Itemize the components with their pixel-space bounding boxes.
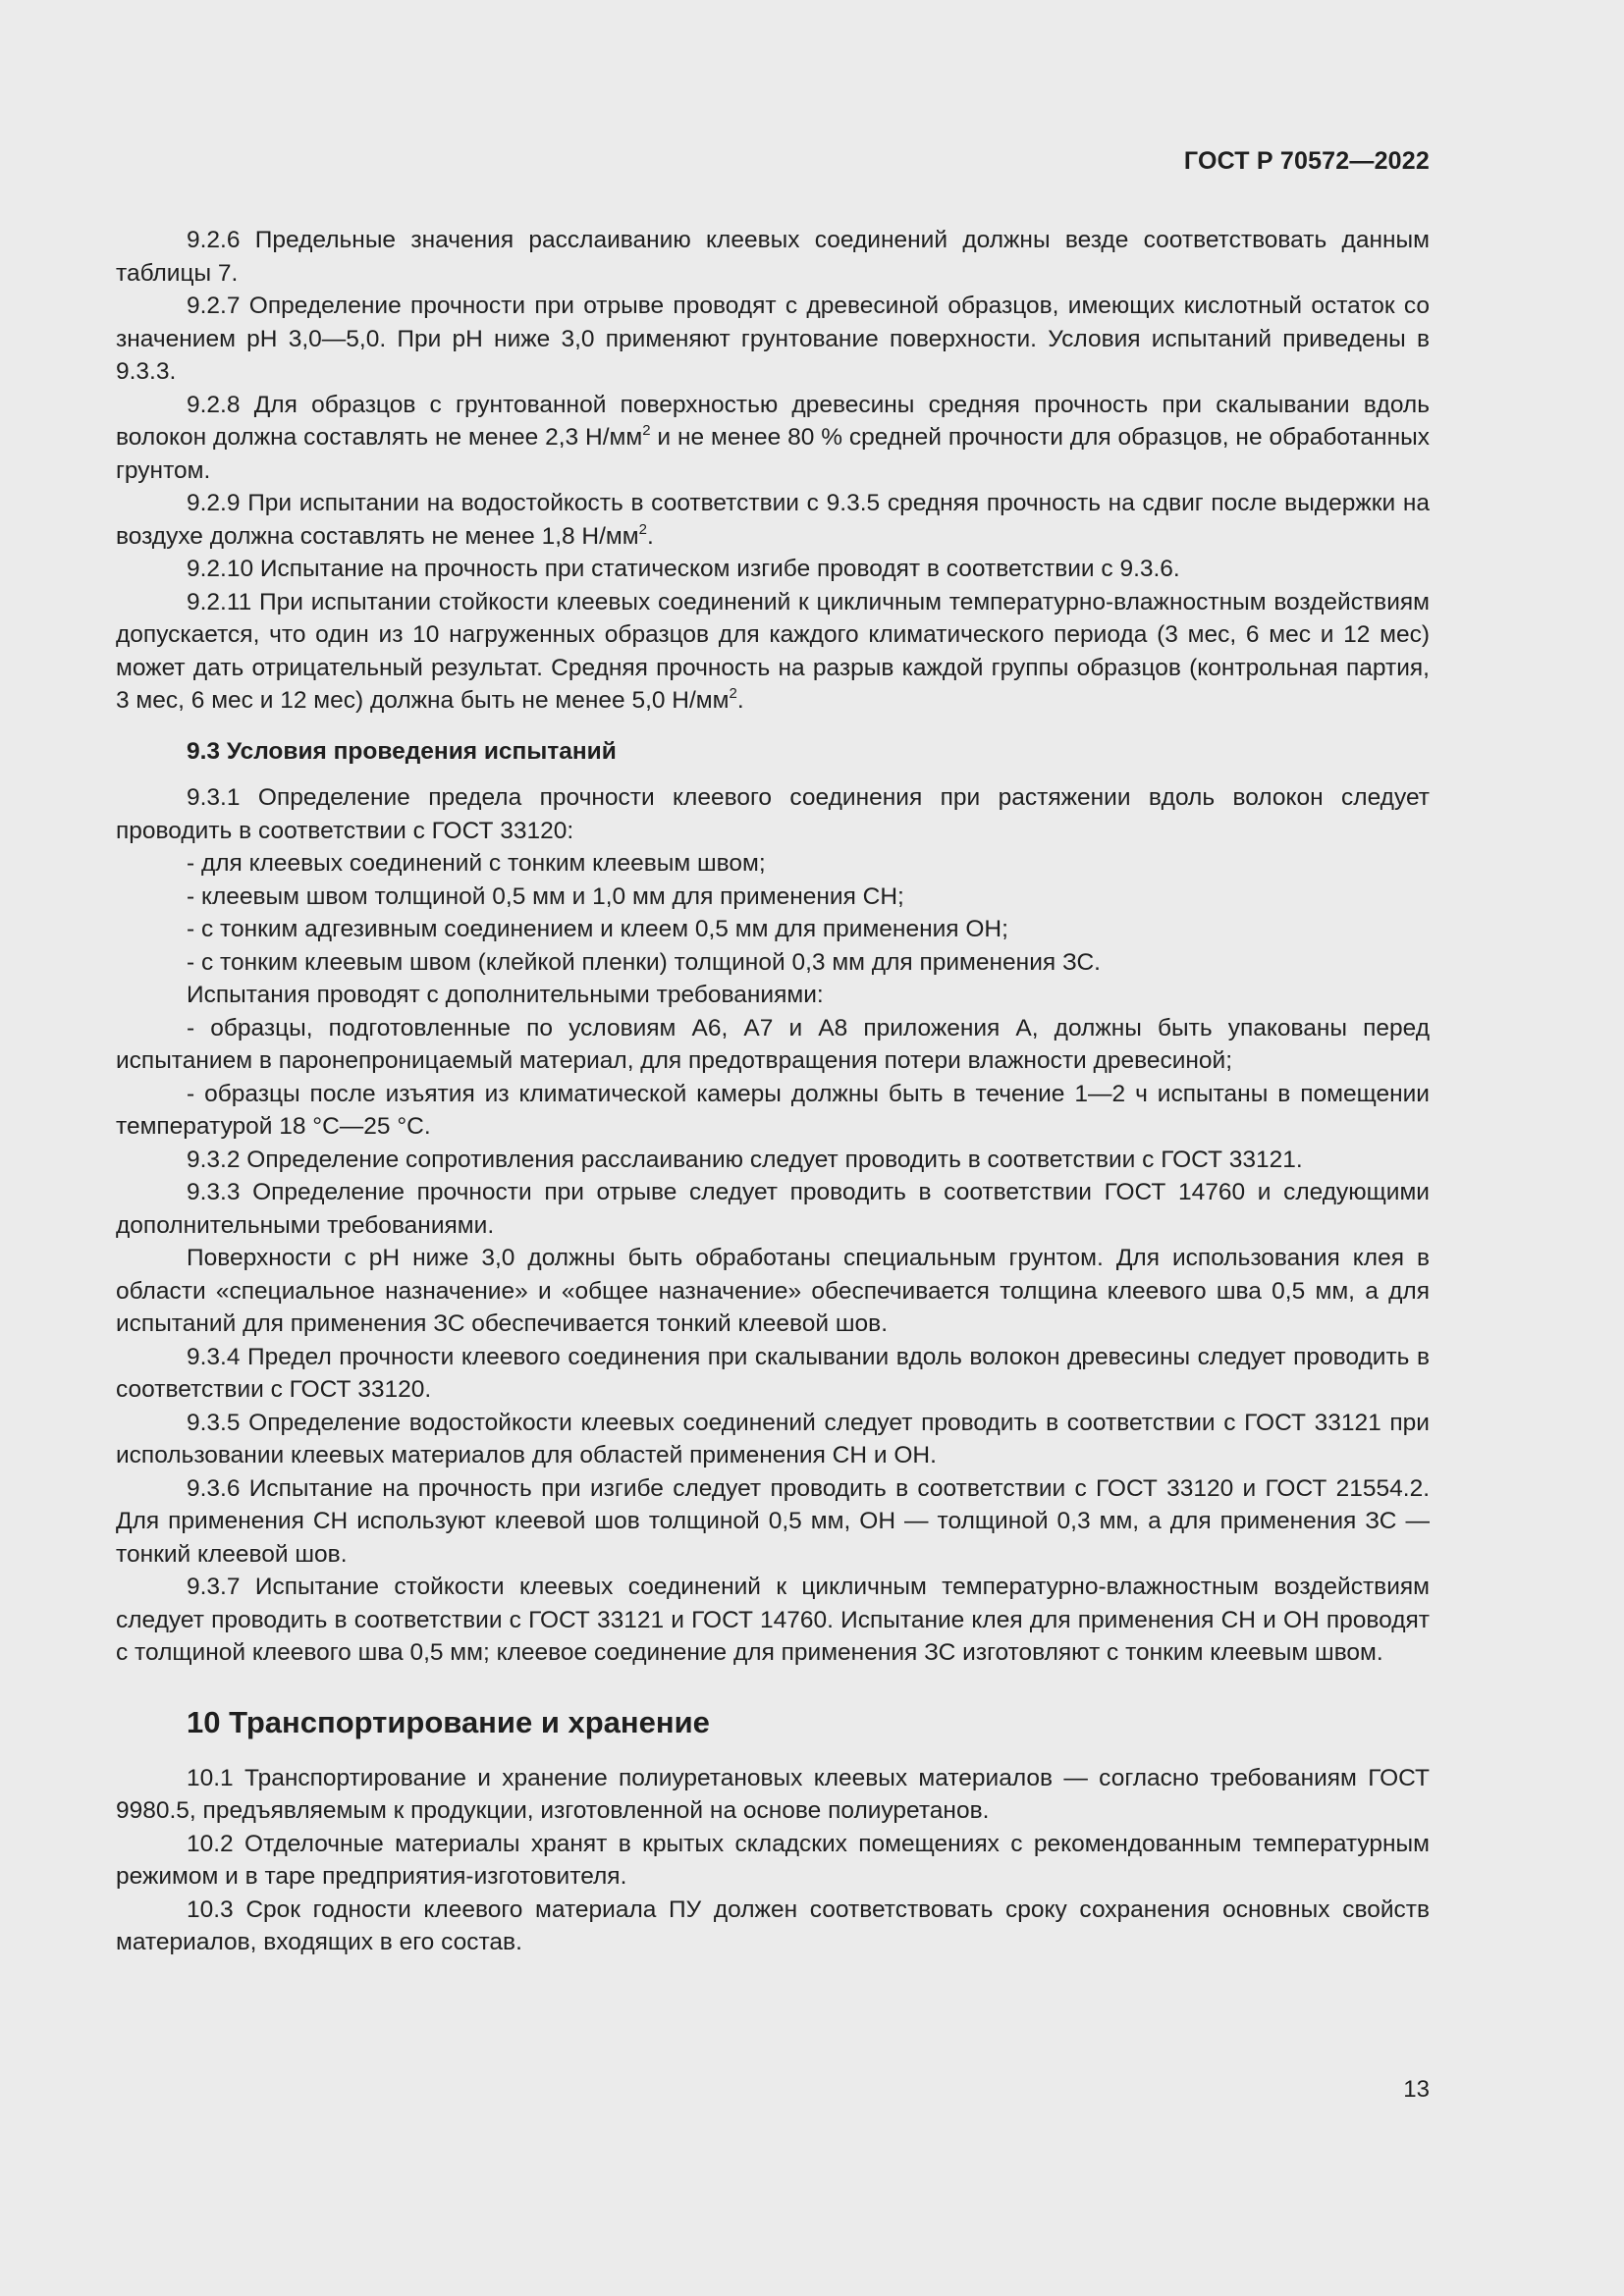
paragraph-additional-requirements: Испытания проводят с дополнительными требованиями: [187,982,824,1008]
paragraph-9-3-4: 9.3.4 Предел прочности клеевого соединения при скалывании вдоль волокон древесины следует проводить в соответствии с ГОСТ 33120. [116,1343,1430,1403]
superscript: 2 [642,422,651,439]
paragraph-9-3-5: 9.3.5 Определение водостойкости клеевых соединений следует проводить в соответствии с ГОСТ 33121 при использовании клеевых материалов для областей применения СН и ОН. [116,1409,1430,1468]
paragraph-surface-ph: Поверхности с pH ниже 3,0 должны быть обработаны специальным грунтом. Для использования клея в области «специальное назначение» и «общее назначение» обеспечивается толщина клеевого шва 0,5 мм, а для испытаний для применения ЗС обеспечивается тонкий клеевой шов. [116,1245,1430,1337]
paragraph-9-3-7: 9.3.7 Испытание стойкости клеевых соединений к цикличным температурно-влажностным воздействиям следует проводить в соответствии с ГОСТ 33121 и ГОСТ 14760. Испытание клея для применения СН и ОН проводят с толщиной клеевого шва 0,5 мм; клеевое соединение для применения ЗС изготовляют с тонким клеевым швом. [116,1574,1430,1666]
page-content [116,224,1430,1959]
list-item: - образцы после изъятия из климатической камеры должны быть в течение 1—2 ч испытаны в помещении температурой 18 °С—25 °С. [116,1080,1430,1140]
superscript: 2 [729,685,737,702]
subsection-heading-9-3: 9.3 Условия проведения испытаний [187,737,617,765]
paragraph-9-2-6: 9.2.6 Предельные значения расслаиванию клеевых соединений должны везде соответствовать данным таблицы 7. [116,227,1430,287]
document-code: ГОСТ Р 70572—2022 [1183,147,1430,175]
section-heading-10: 10 Транспортирование и хранение [187,1704,710,1739]
paragraph-10-2: 10.2 Отделочные материалы хранят в крытых складских помещениях с рекомендованным температурным режимом и в таре предприятия-изготовителя. [116,1830,1430,1890]
paragraph-text: и не менее 80 % средней прочности для образцов, не обработанных грунтом. [116,424,1430,484]
paragraph-9-2-9 [116,487,1430,553]
paragraph-text: 9.2.8 Для образцов с грунтованной поверхностью древесины средняя прочность при скалывании вдоль волокон должна составлять не менее 2,3 Н/мм [116,391,1430,451]
paragraph-9-2-8 [116,389,1430,488]
paragraph-text: . [736,687,744,714]
list-item: - клеевым швом толщиной 0,5 мм и 1,0 мм для применения СН; [187,882,904,910]
paragraph-text: 9.2.11 При испытании стойкости клеевых соединений к цикличным температурно-влажностным воздействиям допускается, что один из 10 нагруженных образцов для каждого климатического периода (3 мес, 6 мес и 12 мес) может дать отрицательный результат. Средняя прочность на разрыв каждой группы образцов (контрольная партия, 3 мес, 6 мес и 12 мес) должна быть не менее 5,0 Н/мм [116,588,1430,714]
paragraph-9-3-3: 9.3.3 Определение прочности при отрыве следует проводить в соответствии ГОСТ 14760 и следующими дополнительными требованиями. [116,1179,1430,1239]
paragraph-9-3-6: 9.3.6 Испытание на прочность при изгибе следует проводить в соответствии с ГОСТ 33120 и ГОСТ 21554.2. Для применения СН используют клеевой шов толщиной 0,5 мм, ОН — толщиной 0,3 мм, а для применения ЗС — тонкий клеевой шов. [116,1474,1430,1568]
paragraph-9-2-11 [116,586,1430,718]
paragraph-text: 9.2.9 При испытании на водостойкость в соответствии с 9.3.5 средняя прочность на сдвиг после выдержки на воздухе должна составлять не менее 1,8 Н/мм [116,490,1430,550]
page-number: 13 [1403,2076,1430,2103]
paragraph-text: . [646,522,654,550]
list-item: - для клеевых соединений с тонким клеевым швом; [187,850,766,877]
paragraph-10-3: 10.3 Срок годности клеевого материала ПУ должен соответствовать сроку сохранения основных свойств материалов, входящих в его состав. [116,1896,1430,1955]
superscript: 2 [638,520,647,538]
paragraph-10-1: 10.1 Транспортирование и хранение полиуретановых клеевых материалов — согласно требованиям ГОСТ 9980.5, предъявляемым к продукции, изготовленной на основе полиуретанов. [116,1764,1430,1824]
paragraph-9-2-7: 9.2.7 Определение прочности при отрыве проводят с древесиной образцов, имеющих кислотный остаток со значением pH 3,0—5,0. При pH ниже 3,0 применяют грунтование поверхности. Условия испытаний приведены в 9.3.3. [116,293,1430,385]
list-item: - образцы, подготовленные по условиям А6, А7 и А8 приложения А, должны быть упакованы перед испытанием в паронепроницаемый материал, для предотвращения потери влажности древесиной; [116,1014,1430,1074]
list-item: - с тонким адгезивным соединением и клеем 0,5 мм для применения ОН; [187,916,1008,942]
list-item: - с тонким клеевым швом (клейкой пленки) толщиной 0,3 мм для применения ЗС. [187,948,1101,976]
paragraph-9-3-1: 9.3.1 Определение предела прочности клеевого соединения при растяжении вдоль волокон следует проводить в соответствии с ГОСТ 33120: [116,784,1430,844]
paragraph-9-2-10: 9.2.10 Испытание на прочность при статическом изгибе проводят в соответствии с 9.3.6. [187,556,1180,582]
paragraph-9-3-2: 9.3.2 Определение сопротивления расслаиванию следует проводить в соответствии с ГОСТ 33121. [187,1146,1303,1173]
